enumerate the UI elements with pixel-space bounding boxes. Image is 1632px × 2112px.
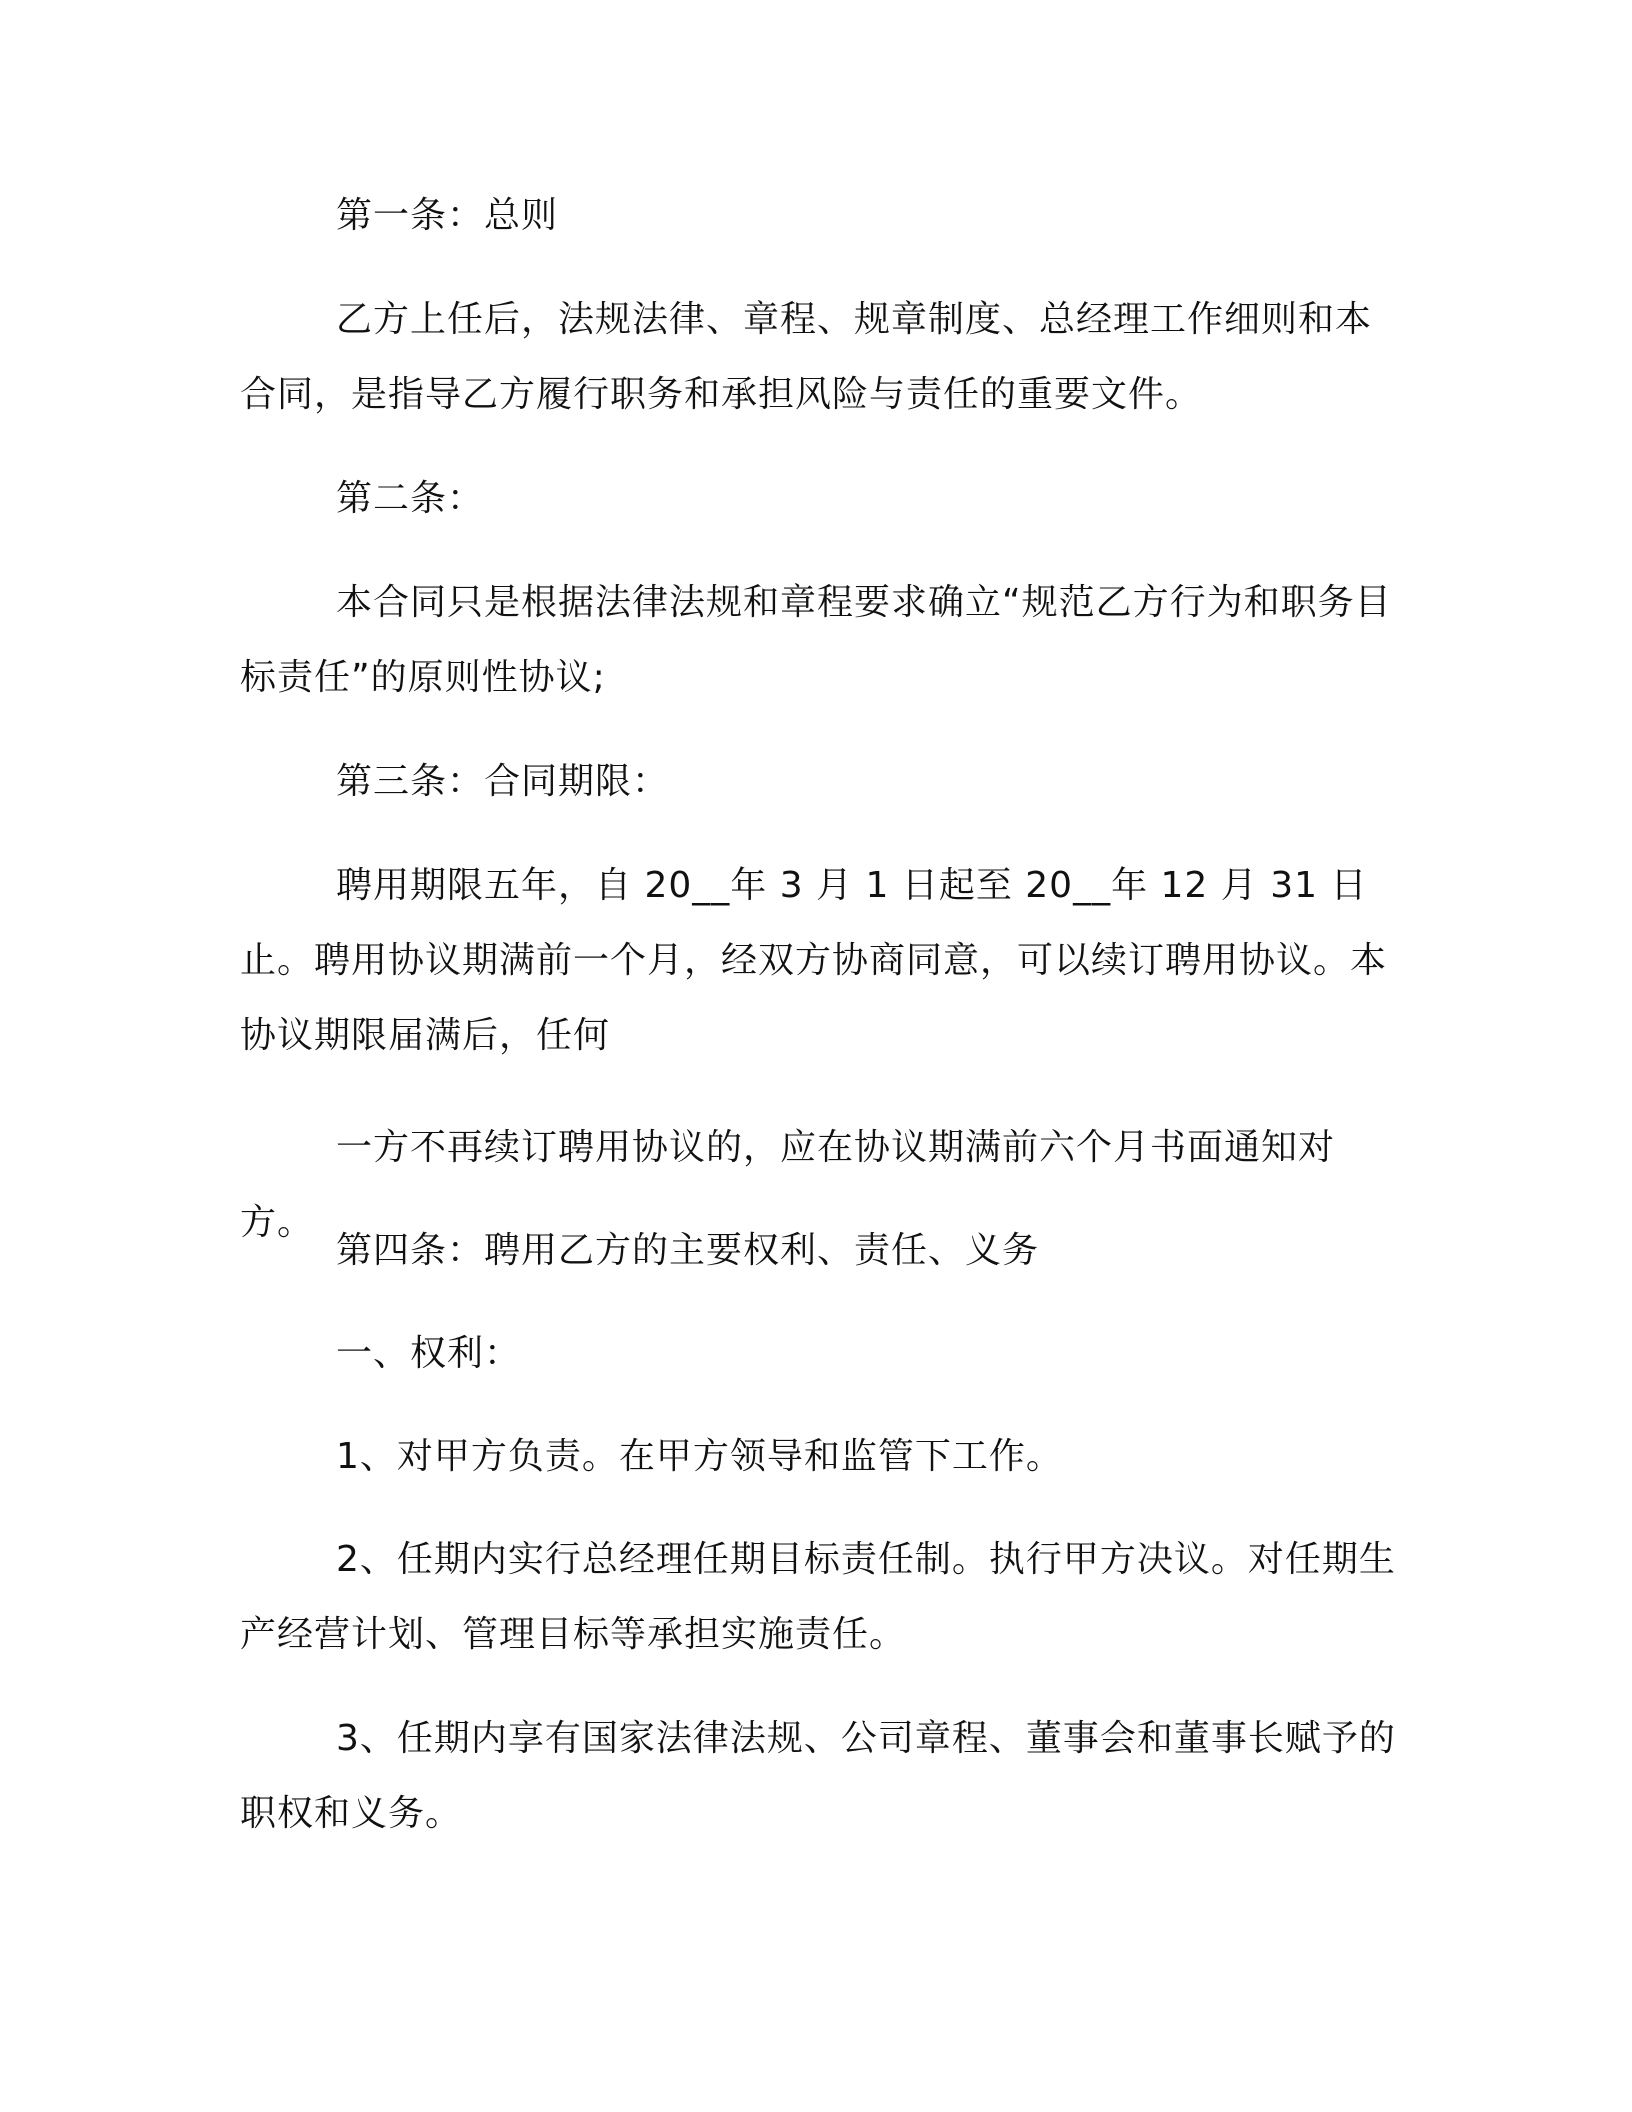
rights-item-3: 3、任期内享有国家法律法规、公司章程、董事会和董事长赋予的职权和义务。	[240, 1718, 1396, 1834]
rights-heading: 一、权利：	[336, 1333, 522, 1374]
article-3-heading: 第三条：合同期限：	[336, 761, 670, 802]
article-4-heading: 第四条：聘用乙方的主要权利、责任、义务	[336, 1230, 1040, 1271]
article-1-body: 乙方上任后，法规法律、章程、规章制度、总经理工作细则和本合同，是指导乙方履行职务和承担风险与责任的重要文件。	[240, 299, 1373, 415]
article-3-body: 聘用期限五年，自 20__年 3 月 1 日起至 20__年 12 月 31 日止。聘用协议期满前一个月，经双方协商同意，可以续订聘用协议。本协议期限届满后，任何	[240, 865, 1388, 1056]
article-2-body: 本合同只是根据法律法规和章程要求确立“规范乙方行为和职务目标责任”的原则性协议;	[240, 582, 1392, 698]
rights-item-2: 2、任期内实行总经理任期目标责任制。执行甲方决议。对任期生产经营计划、管理目标等承担实施责任。	[240, 1539, 1396, 1655]
article-3-body-continued: 一方不再续订聘用协议的，应在协议期满前六个月书面通知对方。	[240, 1127, 1336, 1243]
article-2-heading: 第二条：	[336, 478, 485, 519]
article-1-heading: 第一条：总则	[336, 195, 559, 236]
rights-item-1: 1、对甲方负责。在甲方领导和监管下工作。	[336, 1436, 1063, 1477]
